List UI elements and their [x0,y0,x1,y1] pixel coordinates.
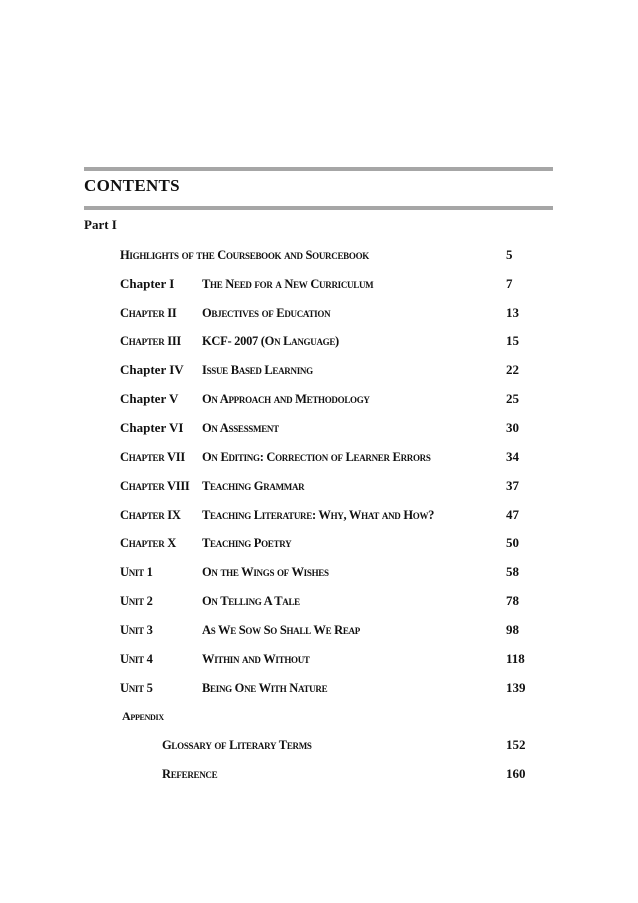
bottom-rule [84,206,553,210]
toc-entry-glossary[interactable] [0,735,638,755]
toc-entry-page: 34 [506,449,519,464]
toc-entry-page: 30 [506,420,519,435]
toc-entry-chapter-2[interactable] [0,303,638,323]
toc-entry-label: Chapter VI [120,420,184,435]
toc-entry-page: 139 [506,680,526,695]
toc-entry-title: On Approach and Methodology [202,392,370,406]
part-label: Part I [84,217,117,232]
toc-entry-chapter-7[interactable] [0,447,638,467]
toc-entry-reference[interactable] [0,764,638,784]
toc-entry-label: Chapter V [120,391,179,406]
toc-entry-title: On Assessment [202,421,279,435]
toc-entry-title: Teaching Poetry [202,536,292,550]
toc-entry-title: The Need for a New Curriculum [202,277,374,291]
toc-entry-page: 15 [506,333,519,348]
toc-entry-chapter-6[interactable] [0,418,638,438]
toc-entry-label: Chapter IX [120,508,181,522]
contents-heading: CONTENTS [84,176,180,195]
toc-entry-page: 47 [506,507,519,522]
toc-entry-chapter-1[interactable] [0,274,638,294]
toc-entry-chapter-9[interactable] [0,505,638,525]
toc-entry-title: Teaching Grammar [202,479,305,493]
toc-entry-page: 98 [506,622,519,637]
toc-entry-title: As We Sow So Shall We Reap [202,623,360,637]
toc-entry-page: 37 [506,478,519,493]
toc-entry-page: 22 [506,362,519,377]
toc-entry-title: On Telling A Tale [202,594,300,608]
toc-entry-label: Highlights of the Coursebook and Sourcebook [120,248,369,262]
appendix-label: Appendix [122,709,164,723]
toc-entry-title: Issue Based Learning [202,363,313,377]
toc-entry-title: Within and Without [202,652,310,666]
toc-entry-label: Chapter III [120,334,181,348]
top-rule [84,167,553,171]
toc-entry-label: Chapter X [120,536,176,550]
toc-entry-page: 160 [506,766,526,781]
toc-entry-page: 78 [506,593,519,608]
toc-entry-title: KCF- 2007 (On Language) [202,334,339,348]
toc-entry-title: Teaching Literature: Why, What and How? [202,508,435,522]
toc-entry-page: 152 [506,737,526,752]
toc-entry-chapter-3[interactable] [0,331,638,351]
toc-entry-title: Being One With Nature [202,681,328,695]
toc-entry-label: Chapter I [120,276,175,291]
toc-entry-label: Reference [162,767,218,781]
toc-entry-unit-1[interactable] [0,562,638,582]
toc-entry-unit-2[interactable] [0,591,638,611]
toc-entry-page: 58 [506,564,519,579]
toc-entry-label: Unit 5 [120,681,153,695]
toc-entry-label: Unit 4 [120,652,153,666]
toc-entry-label: Chapter VIII [120,479,190,493]
toc-entry-chapter-5[interactable] [0,389,638,409]
toc-entry-chapter-10[interactable] [0,533,638,553]
toc-entry-page: 118 [506,651,525,666]
toc-entry-label: Unit 2 [120,594,153,608]
toc-entry-title: On Editing: Correction of Learner Errors [202,450,431,464]
toc-entry-label: Chapter IV [120,362,184,377]
toc-entry-chapter-8[interactable] [0,476,638,496]
toc-entry-title: Objectives of Education [202,306,331,320]
toc-entry-unit-5[interactable] [0,678,638,698]
toc-entry-label: Unit 3 [120,623,153,637]
toc-entry-page: 50 [506,535,519,550]
toc-entry-unit-3[interactable] [0,620,638,640]
toc-entry-label: Unit 1 [120,565,153,579]
toc-entry-label: Chapter II [120,306,177,320]
toc-entry-page: 13 [506,305,519,320]
toc-entry-title: On the Wings of Wishes [202,565,329,579]
toc-entry-chapter-4[interactable] [0,360,638,380]
toc-entry-label: Chapter VII [120,450,185,464]
toc-entry-page: 25 [506,391,519,406]
toc-entry-page: 7 [506,276,513,291]
appendix-heading [0,706,638,726]
toc-entry-page: 5 [506,247,513,262]
toc-entry-unit-4[interactable] [0,649,638,669]
toc-entry-label: Glossary of Literary Terms [162,738,312,752]
toc-entry-highlights[interactable] [0,245,638,265]
